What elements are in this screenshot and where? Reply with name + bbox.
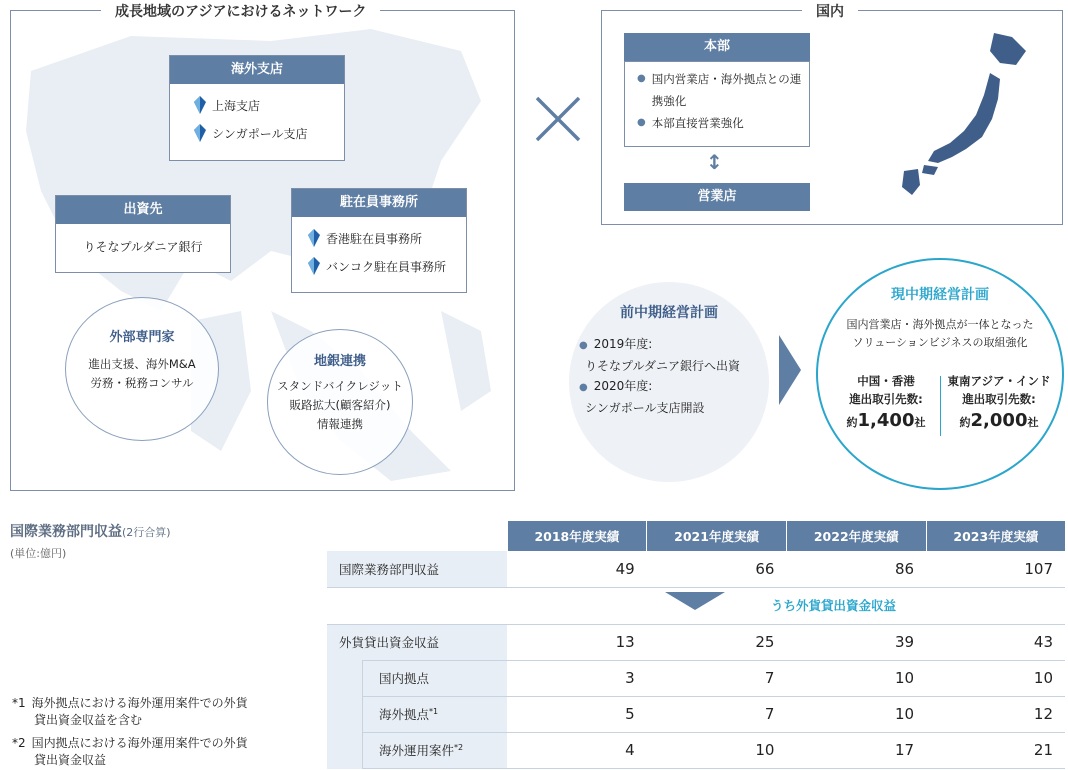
cell: 10 — [786, 696, 926, 732]
external-experts-line: 進出支援、海外M&A — [88, 357, 196, 371]
footnote-mark: *2 — [12, 736, 26, 750]
bullet-icon: ● — [637, 117, 646, 128]
hq-bullet-text: 国内営業店・海外拠点との連携強化 — [651, 72, 802, 108]
cell: 107 — [926, 551, 1065, 587]
sales-branch-header: 営業店 — [624, 183, 810, 211]
cell: 66 — [647, 551, 787, 587]
cell: 10 — [647, 732, 787, 768]
footnote-text: 貸出資金収益 — [34, 753, 107, 767]
previous-plan-year: 2019年度: — [593, 337, 653, 351]
resona-logo-icon — [194, 96, 206, 114]
overseas-branches-box — [169, 55, 345, 161]
current-plan-desc: 国内営業店・海外拠点が一体となった — [846, 318, 1034, 331]
finance-unit: (単位:億円) — [10, 547, 67, 560]
footnote-text: 貸出資金収益を含む — [34, 713, 143, 727]
sub-row-indent — [327, 660, 363, 769]
rep-offices-header: 駐在員事務所 — [292, 189, 466, 217]
footnote-mark: *2 — [454, 742, 464, 752]
table-row — [327, 624, 1065, 660]
table-row — [327, 660, 1065, 696]
column-header: 2018年度実績 — [507, 521, 647, 551]
branch-name: 上海支店 — [212, 98, 261, 113]
cell: 10 — [926, 660, 1065, 696]
finance-table — [327, 521, 1065, 769]
external-experts-circle — [65, 297, 219, 441]
divider-label: うち外貨貸出資金収益 — [771, 597, 897, 613]
hq-bullet-text: 本部直接営業強化 — [651, 116, 744, 130]
footnote-2 — [12, 735, 248, 769]
previous-plan-text: シンガポール支店開設 — [585, 401, 705, 415]
table-row — [327, 732, 1065, 768]
stat-label: 東南アジア・インド — [947, 374, 1051, 388]
stat-value: 1,400 — [857, 410, 915, 431]
stat-prefix: 約 — [846, 416, 858, 429]
branch-item-singapore — [194, 124, 344, 142]
row-label-text: 国内拠点 — [379, 671, 430, 686]
cell: 10 — [786, 660, 926, 696]
cell: 7 — [647, 696, 787, 732]
table-row — [327, 696, 1065, 732]
table-row — [327, 551, 1065, 587]
office-name: 香港駐在員事務所 — [326, 231, 423, 246]
footnote-1 — [12, 695, 248, 729]
resona-logo-icon — [194, 124, 206, 142]
japan-map — [894, 29, 1054, 209]
resona-logo-icon — [308, 229, 320, 247]
divider-row — [327, 587, 1065, 624]
updown-arrow-icon: ↕ — [706, 150, 723, 174]
external-experts-title: 外部専門家 — [109, 330, 175, 345]
cell: 4 — [507, 732, 647, 768]
cell: 12 — [926, 696, 1065, 732]
cell: 5 — [507, 696, 647, 732]
previous-plan-circle — [569, 282, 769, 482]
regional-bank-line: スタンドバイクレジット — [277, 379, 403, 393]
stat-prefix: 約 — [959, 416, 971, 429]
overseas-branches-header: 海外支店 — [170, 56, 344, 84]
footnote-mark: *1 — [429, 706, 439, 716]
cell: 7 — [647, 660, 787, 696]
stat-label: 進出取引先数: — [849, 392, 923, 406]
domestic-title: 国内 — [802, 1, 858, 21]
regional-bank-circle — [267, 329, 413, 475]
stat-suffix: 社 — [914, 416, 926, 429]
hq-bullet — [637, 112, 809, 134]
office-item-bangkok — [308, 257, 466, 275]
cell: 39 — [786, 624, 926, 660]
bullet-icon: ● — [637, 73, 646, 84]
footnote-mark: *1 — [12, 696, 26, 710]
row-label: 外貨貸出資金収益 — [327, 624, 507, 660]
cell: 17 — [786, 732, 926, 768]
cell: 49 — [507, 551, 647, 587]
table-corner — [327, 521, 507, 551]
hq-header: 本部 — [624, 33, 810, 61]
footnote-text: 海外拠点における海外運用案件での外貨 — [31, 696, 248, 710]
office-item-hongkong — [308, 229, 466, 247]
column-header: 2023年度実績 — [926, 521, 1065, 551]
office-name: バンコク駐在員事務所 — [326, 259, 447, 274]
cell: 43 — [926, 624, 1065, 660]
regional-bank-title: 地銀連携 — [313, 354, 366, 369]
row-label-text: 海外拠点 — [379, 707, 430, 722]
footnote-text: 国内拠点における海外運用案件での外貨 — [31, 736, 248, 750]
stat-suffix: 社 — [1027, 416, 1039, 429]
hq-box — [624, 61, 810, 147]
stat-value: 2,000 — [970, 410, 1028, 431]
cell: 21 — [926, 732, 1065, 768]
investee-header: 出資先 — [56, 196, 230, 224]
asia-network-frame — [10, 4, 515, 491]
column-header: 2021年度実績 — [647, 521, 787, 551]
stat-label: 進出取引先数: — [962, 392, 1036, 406]
row-label: 国際業務部門収益 — [327, 551, 507, 587]
cell: 3 — [507, 660, 647, 696]
regional-bank-line: 情報連携 — [317, 417, 363, 431]
stat-label: 中国・香港 — [857, 374, 915, 388]
sea-india-stat — [942, 372, 1056, 432]
cell: 86 — [786, 551, 926, 587]
cell: 25 — [647, 624, 787, 660]
investee-box — [55, 195, 231, 273]
resona-logo-icon — [308, 257, 320, 275]
current-plan-title: 現中期経営計画 — [891, 287, 989, 303]
previous-plan-text: りそなプルダニア銀行へ出資 — [585, 359, 741, 373]
finance-title-text: 国際業務部門収益 — [10, 524, 122, 540]
current-plan-desc: ソリューションビジネスの取組強化 — [852, 336, 1028, 349]
regional-bank-line: 販路拡大(顧客紹介) — [289, 398, 391, 412]
china-hk-stat — [834, 372, 938, 432]
column-header: 2022年度実績 — [786, 521, 926, 551]
domestic-frame — [601, 4, 1063, 225]
cross-icon — [533, 94, 583, 144]
previous-plan-year: 2020年度: — [593, 379, 653, 393]
current-plan-circle — [816, 258, 1064, 490]
right-arrow-icon — [779, 335, 803, 405]
rep-offices-box — [291, 188, 467, 293]
previous-plan-item — [579, 334, 740, 418]
cell: 13 — [507, 624, 647, 660]
investee-name: りそなプルダニア銀行 — [83, 240, 203, 254]
external-experts-line: 労務・税務コンサル — [90, 376, 194, 390]
stat-divider — [940, 376, 941, 436]
table-header-row — [327, 521, 1065, 551]
finance-title — [10, 521, 171, 541]
hq-bullet — [637, 68, 809, 112]
bullet-icon: ● — [579, 382, 588, 393]
bullet-icon: ● — [579, 340, 588, 351]
previous-plan-title: 前中期経営計画 — [620, 305, 718, 321]
down-arrow-icon — [665, 592, 725, 610]
finance-title-note: (2行合算) — [122, 526, 171, 539]
branch-name: シンガポール支店 — [212, 126, 308, 141]
row-label-text: 海外運用案件 — [379, 743, 455, 758]
branch-item-shanghai — [194, 96, 344, 114]
asia-network-title: 成長地域のアジアにおけるネットワーク — [101, 1, 380, 21]
